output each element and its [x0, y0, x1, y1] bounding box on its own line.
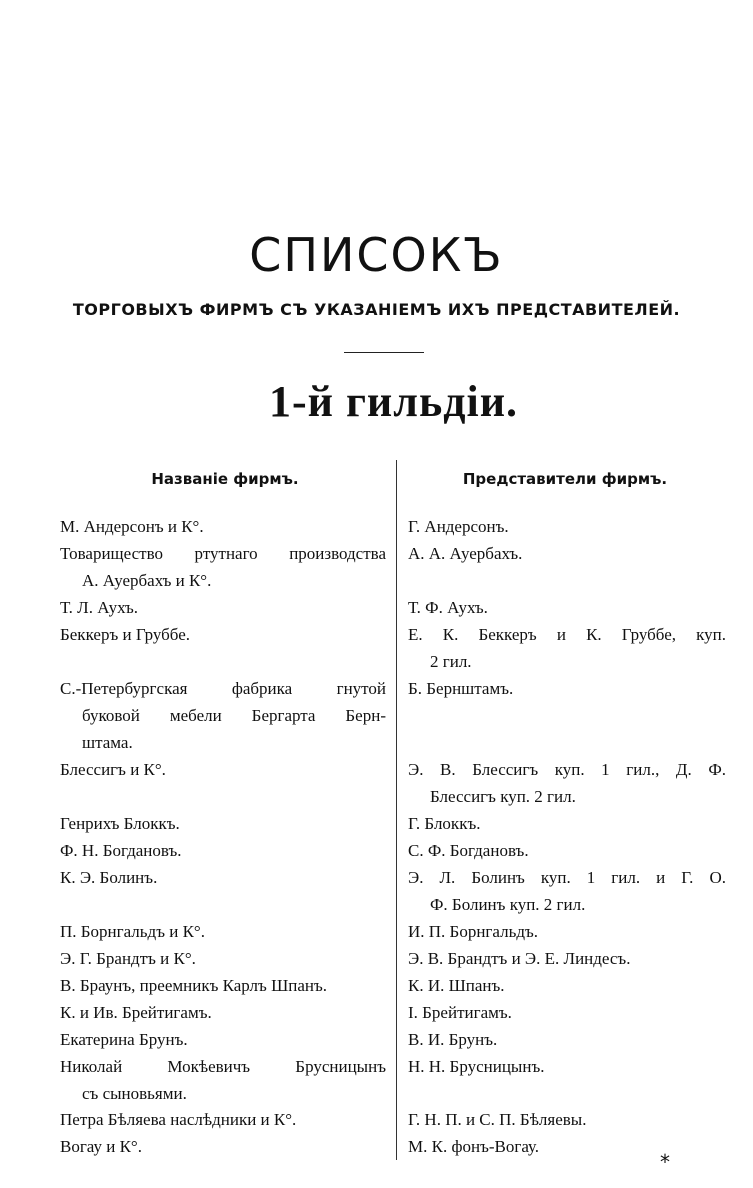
firm-name-line: П. Борнгальдъ и К°. [60, 922, 205, 941]
representative-cell [408, 756, 726, 810]
representative-line: Блессигъ куп. 2 гил. [430, 787, 576, 806]
representative-cell [408, 864, 726, 918]
representative-line: Э. Л. Болинъ куп. 1 гил. и Г. О. [408, 868, 726, 887]
title-divider [344, 352, 424, 353]
firm-name-line: Ф. Н. Богдановъ. [60, 841, 182, 860]
firm-name-line: Э. Г. Брандтъ и К°. [60, 949, 196, 968]
representative-line: Г. Н. П. и С. П. Бѣляевы. [408, 1110, 587, 1129]
representative-line: С. Ф. Богдановъ. [408, 841, 529, 860]
firm-name-line: Вогау и К°. [60, 1137, 142, 1156]
firm-name-cell [60, 513, 386, 540]
representative-cell [408, 621, 726, 675]
representative-cell [408, 1133, 726, 1160]
representative-cell [408, 594, 726, 621]
firm-name-cell [60, 1026, 386, 1053]
firm-name-cell [60, 675, 386, 756]
representative-cell [408, 945, 726, 972]
representative-line: І. Брейтигамъ. [408, 1003, 512, 1022]
page-title: СПИСОКЪ [249, 228, 504, 282]
representative-line: Ф. Болинъ куп. 2 гил. [430, 895, 586, 914]
representative-cell [408, 837, 726, 864]
firm-name-line: В. Браунъ, преемникъ Карлъ Шпанъ. [60, 976, 328, 995]
firm-name-cell [60, 837, 386, 864]
firm-name-line: К. и Ив. Брейтигамъ. [60, 1003, 212, 1022]
firm-name-cell [60, 621, 386, 648]
representative-line: 2 гил. [430, 652, 472, 671]
representative-line: Г. Андерсонъ. [408, 517, 509, 536]
firm-name-line: С.-Петербургская фабрика гнутой [60, 679, 386, 698]
firm-name-cell [60, 1106, 386, 1133]
representative-cell [408, 1106, 726, 1133]
firm-name-cell [60, 810, 386, 837]
representative-line: А. А. Ауербахъ. [408, 544, 523, 563]
firm-name-line: Екатерина Брунъ. [60, 1030, 188, 1049]
firm-name-line: Т. Л. Аухъ. [60, 598, 139, 617]
guild-heading: 1-й гильдіи. [268, 377, 519, 426]
representative-line: И. П. Борнгальдъ. [408, 922, 539, 941]
representative-cell [408, 540, 726, 567]
firm-name-cell [60, 594, 386, 621]
representative-cell [408, 810, 726, 837]
representative-line: В. И. Брунъ. [408, 1030, 498, 1049]
column-divider [396, 460, 397, 1160]
page-subtitle: ТОРГОВЫХЪ ФИРМЪ СЪ УКАЗАНІЕМЪ ИХЪ ПРЕДСТАВИТЕЛЕЙ. [72, 300, 681, 319]
representative-line: Т. Ф. Аухъ. [408, 598, 488, 617]
representative-line: Г. Блоккъ. [408, 814, 481, 833]
firm-name-cell [60, 1053, 386, 1107]
firm-name-line: К. Э. Болинъ. [60, 868, 158, 887]
firm-name-cell [60, 918, 386, 945]
firm-name-cell [60, 540, 386, 594]
firm-name-line: Петра Бѣляева наслѣдники и К°. [60, 1110, 297, 1129]
representative-line: Э. В. Брандтъ и Э. Е. Линдесъ. [408, 949, 631, 968]
firm-name-line: съ сыновьями. [82, 1084, 187, 1103]
representative-cell [408, 1026, 726, 1053]
firm-name-line: штама. [82, 733, 133, 752]
representative-line: Н. Н. Брусницынъ. [408, 1057, 545, 1076]
representative-line: М. К. фонъ-Вогау. [408, 1137, 540, 1156]
firm-name-cell [60, 1133, 386, 1160]
firm-name-line: Николай Мокѣевичъ Брусницынъ [60, 1057, 386, 1076]
representative-cell [408, 999, 726, 1026]
representative-cell [408, 1053, 726, 1080]
representative-cell [408, 675, 726, 702]
column-header-representatives: Представители фирмъ. [462, 470, 668, 488]
firm-name-line: Товарищество ртутнаго производства [60, 544, 386, 563]
firm-name-line: А. Ауербахъ и К°. [82, 571, 212, 590]
representative-line: Е. К. Беккеръ и К. Груббе, куп. [408, 625, 726, 644]
footer-mark: * [660, 1150, 670, 1174]
representative-line: Б. Бернштамъ. [408, 679, 514, 698]
representative-line: Э. В. Блессигъ куп. 1 гил., Д. Ф. [408, 760, 726, 779]
firm-name-line: Генрихъ Блоккъ. [60, 814, 180, 833]
firm-name-cell [60, 756, 386, 783]
representative-cell [408, 918, 726, 945]
firm-name-cell [60, 972, 386, 999]
firm-name-line: М. Андерсонъ и К°. [60, 517, 204, 536]
representative-cell [408, 972, 726, 999]
firm-name-line: Блессигъ и К°. [60, 760, 166, 779]
firm-name-line: Беккеръ и Груббе. [60, 625, 191, 644]
firm-name-cell [60, 945, 386, 972]
firm-name-line: буковой мебели Бергарта Берн- [82, 706, 386, 725]
firm-name-cell [60, 999, 386, 1026]
representative-cell [408, 513, 726, 540]
representative-line: К. И. Шпанъ. [408, 976, 505, 995]
column-header-firm: Названіе фирмъ. [151, 470, 299, 488]
firm-name-cell [60, 864, 386, 891]
